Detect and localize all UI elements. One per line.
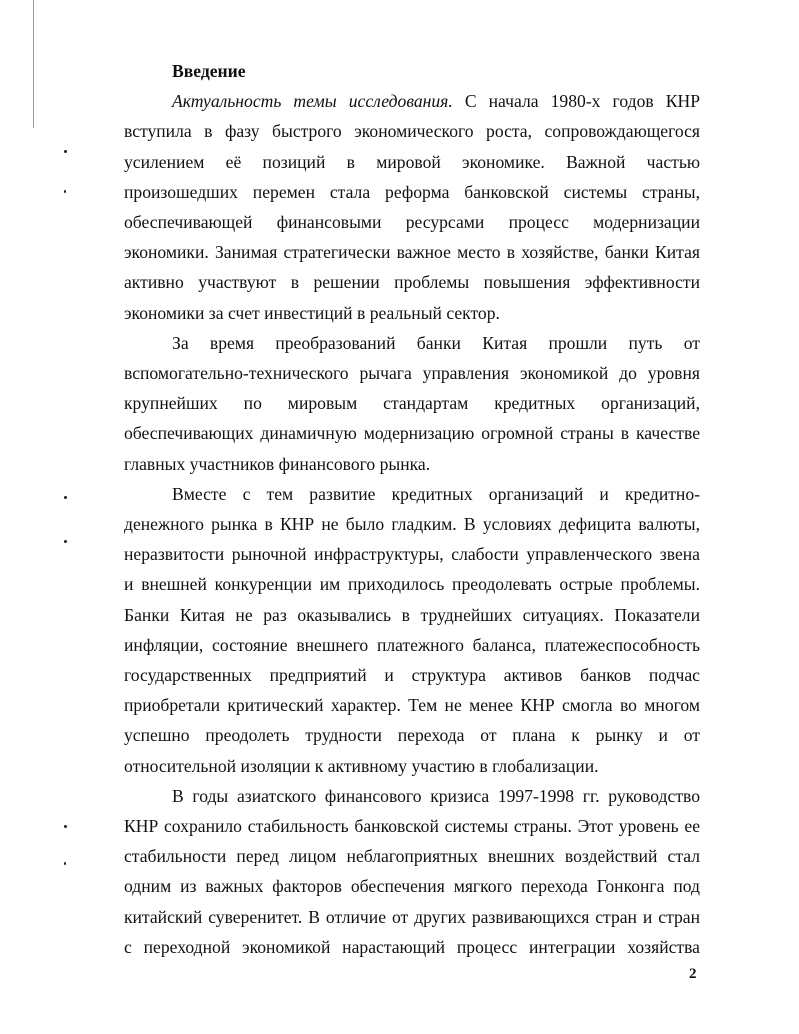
text-line: стабильности перед лицом неблагоприятных внешних воздействий стал <box>124 846 700 867</box>
text-line: КНР сохранило стабильность банковской системы страны. Этот уровень ее <box>124 816 700 837</box>
text-line: неразвитости рыночной инфраструктуры, слабости управленческого звена <box>124 544 700 565</box>
document-body <box>124 56 700 962</box>
text-line: крупнейших по мировым стандартам кредитных организаций, <box>124 393 700 414</box>
text-line: с переходной экономикой нарастающий процесс интеграции хозяйства <box>124 936 700 957</box>
text-line: вспомогательно-технического рычага управления экономикой до уровня <box>124 363 700 384</box>
paragraph <box>124 781 700 962</box>
text-line: произошедших перемен стала реформа банковской системы страны, <box>124 181 700 202</box>
scan-speck <box>64 825 67 828</box>
paragraph <box>124 479 700 781</box>
scan-speck <box>64 150 67 153</box>
text-line: В годы азиатского финансового кризиса 1997-1998 гг. руководство <box>172 785 700 806</box>
scan-speck <box>64 540 67 543</box>
text-line: относительной изоляции к активному участию в глобализации. <box>124 755 599 776</box>
text-line: обеспечивающей финансовыми ресурсами процесс модернизации <box>124 212 700 233</box>
text-line: активно участвуют в решении проблемы повышения эффективности <box>124 272 700 293</box>
paragraph <box>124 328 700 479</box>
text-line: За время преобразований банки Китая прошли путь от <box>172 332 700 353</box>
page-number: 2 <box>689 966 697 982</box>
scan-speck <box>64 190 66 193</box>
text-line: денежного рынка в КНР не было гладким. В условиях дефицита валюты, <box>124 514 700 535</box>
text-line: успешно преодолеть трудности перехода от плана к рынку и от <box>124 725 700 746</box>
text-line: Банки Китая не раз оказывались в труднейших ситуациях. Показатели <box>124 604 700 625</box>
paragraph <box>124 86 700 328</box>
text-line: экономики за счет инвестиций в реальный сектор. <box>124 302 500 323</box>
text-line: инфляции, состояние внешнего платежного баланса, платежеспособность <box>124 634 700 655</box>
section-heading: Введение <box>172 61 246 81</box>
scan-speck <box>64 496 67 499</box>
text-line: Вместе с тем развитие кредитных организаций и кредитно- <box>172 483 700 504</box>
text-line: усилением её позиций в мировой экономике. Важной частью <box>124 151 700 172</box>
text-line: китайский суверенитет. В отличие от других развивающихся стран и стран <box>124 906 700 927</box>
text-line: и внешней конкуренции им приходилось преодолевать острые проблемы. <box>124 574 700 595</box>
topic-lead: Актуальность темы исследования. <box>172 91 453 112</box>
scan-speck <box>64 862 66 865</box>
text-line: экономики. Занимая стратегически важное место в хозяйстве, банки Китая <box>124 242 700 263</box>
text-line: главных участников финансового рынка. <box>124 453 431 474</box>
text-line: обеспечивающих динамичную модернизацию огромной страны в качестве <box>124 423 700 444</box>
text-line: Актуальность темы исследования. С начала 1980-х годов КНР <box>172 91 700 112</box>
text-line: государственных предприятий и структура активов банков подчас <box>124 665 700 686</box>
text-line: одним из важных факторов обеспечения мягкого перехода Гонконга под <box>124 876 700 897</box>
binding-margin-line <box>33 0 34 128</box>
text-line: приобретали критический характер. Тем не менее КНР смогла во многом <box>124 695 700 716</box>
text-line: вступила в фазу быстрого экономического роста, сопровождающегося <box>124 121 700 142</box>
